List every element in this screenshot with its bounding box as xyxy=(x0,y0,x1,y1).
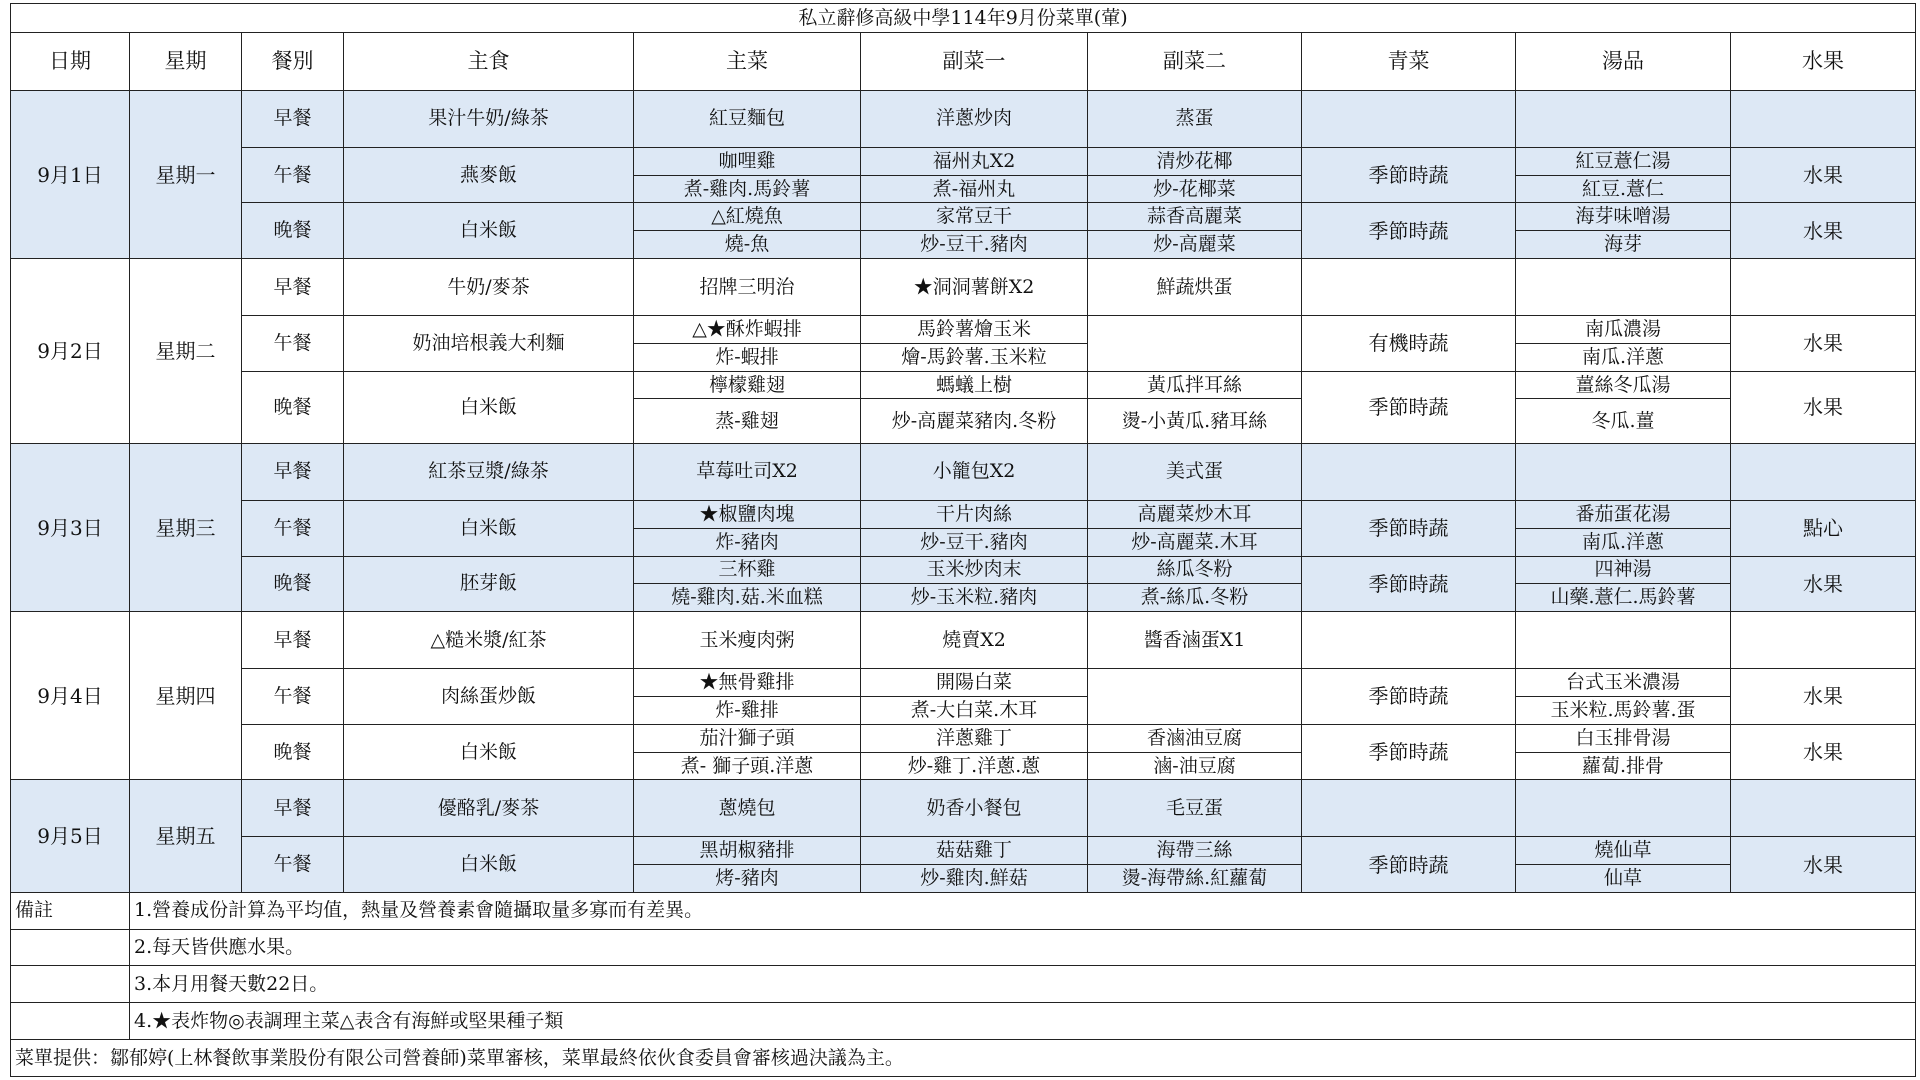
side-dish-2-detail: 燙-小黃瓜.豬耳絲 xyxy=(1088,399,1302,444)
vegetable-cell: 季節時蔬 xyxy=(1302,837,1516,893)
meal-label: 早餐 xyxy=(242,780,344,837)
vegetable-cell xyxy=(1302,444,1516,501)
main-dish-cell: 茄汁獅子頭 xyxy=(634,724,861,752)
main-dish-cell: 檸檬雞翅 xyxy=(634,371,861,399)
meal-label: 早餐 xyxy=(242,444,344,501)
main-dish-cell: 三杯雞 xyxy=(634,556,861,584)
main-dish-detail: 烤-豬肉 xyxy=(634,865,861,893)
side-dish-2-cell xyxy=(1088,669,1302,725)
date-cell: 9月5日 xyxy=(11,780,130,893)
side-dish-2-cell: 高麗菜炒木耳 xyxy=(1088,500,1302,528)
side-dish-2-cell: 蒸蛋 xyxy=(1088,90,1302,147)
side-dish-2-cell: 醬香滷蛋X1 xyxy=(1088,612,1302,669)
soup-cell: 南瓜濃湯 xyxy=(1516,315,1731,343)
header-vegetable: 青菜 xyxy=(1302,32,1516,90)
meal-label: 午餐 xyxy=(242,147,344,203)
staple-cell: 白米飯 xyxy=(344,203,634,259)
main-dish-detail: 燒-雞肉.菇.米血糕 xyxy=(634,584,861,612)
soup-cell xyxy=(1516,259,1731,316)
header-weekday: 星期 xyxy=(130,32,242,90)
soup-cell xyxy=(1516,444,1731,501)
staple-cell: 白米飯 xyxy=(344,837,634,893)
side-dish-1-cell: 開陽白菜 xyxy=(861,669,1088,697)
main-dish-detail: 炸-蝦排 xyxy=(634,343,861,371)
side-dish-1-cell: 馬鈴薯燴玉米 xyxy=(861,315,1088,343)
meal-label: 午餐 xyxy=(242,500,344,556)
soup-detail: 冬瓜.薑 xyxy=(1516,399,1731,444)
main-dish-cell: 紅豆麵包 xyxy=(634,90,861,147)
weekday-cell: 星期一 xyxy=(130,90,242,258)
vegetable-cell: 季節時蔬 xyxy=(1302,371,1516,443)
main-dish-detail: 燒-魚 xyxy=(634,231,861,259)
side-dish-1-cell: 干片肉絲 xyxy=(861,500,1088,528)
meal-label: 午餐 xyxy=(242,837,344,893)
soup-cell: 薑絲冬瓜湯 xyxy=(1516,371,1731,399)
fruit-cell: 水果 xyxy=(1731,203,1916,259)
main-dish-cell: △紅燒魚 xyxy=(634,203,861,231)
side-dish-1-detail: 炒-雞肉.鮮菇 xyxy=(861,865,1088,893)
soup-cell: 紅豆薏仁湯 xyxy=(1516,147,1731,175)
vegetable-cell xyxy=(1302,612,1516,669)
side-dish-1-cell: 玉米炒肉末 xyxy=(861,556,1088,584)
side-dish-1-cell: 奶香小餐包 xyxy=(861,780,1088,837)
side-dish-2-cell: 絲瓜冬粉 xyxy=(1088,556,1302,584)
fruit-cell: 水果 xyxy=(1731,837,1916,893)
side-dish-2-cell: 海帶三絲 xyxy=(1088,837,1302,865)
fruit-cell xyxy=(1731,90,1916,147)
side-dish-1-cell: 燒賣X2 xyxy=(861,612,1088,669)
staple-cell: 白米飯 xyxy=(344,724,634,780)
weekday-cell: 星期三 xyxy=(130,444,242,612)
main-dish-detail: 炸-豬肉 xyxy=(634,528,861,556)
side-dish-1-detail: 煮-大白菜.木耳 xyxy=(861,696,1088,724)
soup-detail: 山藥.薏仁.馬鈴薯 xyxy=(1516,584,1731,612)
fruit-cell: 水果 xyxy=(1731,371,1916,443)
menu-footer: 菜單提供：鄒郁婷(上林餐飲事業股份有限公司營養師)菜單審核，菜單最終依伙食委員會審核過決議為主。 xyxy=(11,1039,1916,1076)
header-fruit: 水果 xyxy=(1731,32,1916,90)
menu-title: 私立辭修高級中學114年9月份菜單(葷) xyxy=(11,4,1916,33)
vegetable-cell: 季節時蔬 xyxy=(1302,669,1516,725)
fruit-cell: 水果 xyxy=(1731,724,1916,780)
main-dish-detail: 煮- 獅子頭.洋蔥 xyxy=(634,752,861,780)
staple-cell: 肉絲蛋炒飯 xyxy=(344,669,634,725)
side-dish-2-cell: 黃瓜拌耳絲 xyxy=(1088,371,1302,399)
main-dish-cell: 草莓吐司X2 xyxy=(634,444,861,501)
fruit-cell xyxy=(1731,259,1916,316)
meal-label: 晚餐 xyxy=(242,371,344,443)
soup-detail: 玉米粒.馬鈴薯.蛋 xyxy=(1516,696,1731,724)
main-dish-detail: 炸-雞排 xyxy=(634,696,861,724)
header-soup: 湯品 xyxy=(1516,32,1731,90)
meal-label: 午餐 xyxy=(242,669,344,725)
notes-label-spacer xyxy=(11,1003,130,1040)
side-dish-2-cell: 清炒花椰 xyxy=(1088,147,1302,175)
weekday-cell: 星期二 xyxy=(130,259,242,444)
date-cell: 9月1日 xyxy=(11,90,130,258)
side-dish-2-detail: 炒-高麗菜.木耳 xyxy=(1088,528,1302,556)
main-dish-cell: 玉米瘦肉粥 xyxy=(634,612,861,669)
vegetable-cell: 季節時蔬 xyxy=(1302,147,1516,203)
fruit-cell xyxy=(1731,444,1916,501)
staple-cell: 胚芽飯 xyxy=(344,556,634,612)
meal-label: 晚餐 xyxy=(242,203,344,259)
soup-cell: 白玉排骨湯 xyxy=(1516,724,1731,752)
notes-label: 備註 xyxy=(11,892,130,929)
side-dish-1-detail: 炒-豆干.豬肉 xyxy=(861,528,1088,556)
staple-cell: 奶油培根義大利麵 xyxy=(344,315,634,371)
side-dish-1-cell: 洋蔥雞丁 xyxy=(861,724,1088,752)
header-side-dish-2: 副菜二 xyxy=(1088,32,1302,90)
vegetable-cell xyxy=(1302,780,1516,837)
weekday-cell: 星期五 xyxy=(130,780,242,893)
fruit-cell xyxy=(1731,612,1916,669)
soup-cell: 台式玉米濃湯 xyxy=(1516,669,1731,697)
header-staple: 主食 xyxy=(344,32,634,90)
soup-cell xyxy=(1516,90,1731,147)
vegetable-cell xyxy=(1302,90,1516,147)
main-dish-detail: 煮-雞肉.馬鈴薯 xyxy=(634,175,861,203)
soup-cell xyxy=(1516,780,1731,837)
fruit-cell: 水果 xyxy=(1731,556,1916,612)
main-dish-cell: 蔥燒包 xyxy=(634,780,861,837)
side-dish-2-cell xyxy=(1088,315,1302,371)
vegetable-cell xyxy=(1302,259,1516,316)
staple-cell: 燕麥飯 xyxy=(344,147,634,203)
note-item: 1.營養成份計算為平均值，熱量及營養素會隨攝取量多寡而有差異。 xyxy=(130,892,1916,929)
fruit-cell: 點心 xyxy=(1731,500,1916,556)
menu-table xyxy=(10,3,1916,1077)
side-dish-1-cell: ★洞洞薯餅X2 xyxy=(861,259,1088,316)
side-dish-1-detail: 炒-高麗菜豬肉.冬粉 xyxy=(861,399,1088,444)
staple-cell: 白米飯 xyxy=(344,371,634,443)
soup-detail: 南瓜.洋蔥 xyxy=(1516,343,1731,371)
soup-cell: 燒仙草 xyxy=(1516,837,1731,865)
meal-label: 午餐 xyxy=(242,315,344,371)
fruit-cell: 水果 xyxy=(1731,147,1916,203)
header-main-dish: 主菜 xyxy=(634,32,861,90)
side-dish-1-cell: 福州丸X2 xyxy=(861,147,1088,175)
main-dish-cell: 招牌三明治 xyxy=(634,259,861,316)
date-cell: 9月3日 xyxy=(11,444,130,612)
vegetable-cell: 季節時蔬 xyxy=(1302,203,1516,259)
side-dish-1-cell: 家常豆干 xyxy=(861,203,1088,231)
main-dish-cell: 黑胡椒豬排 xyxy=(634,837,861,865)
vegetable-cell: 有機時蔬 xyxy=(1302,315,1516,371)
weekday-cell: 星期四 xyxy=(130,612,242,780)
main-dish-cell: ★無骨雞排 xyxy=(634,669,861,697)
header-meal: 餐別 xyxy=(242,32,344,90)
main-dish-detail: 蒸-雞翅 xyxy=(634,399,861,444)
main-dish-cell: ★椒鹽肉塊 xyxy=(634,500,861,528)
side-dish-1-cell: 菇菇雞丁 xyxy=(861,837,1088,865)
fruit-cell: 水果 xyxy=(1731,669,1916,725)
side-dish-2-cell: 蒜香高麗菜 xyxy=(1088,203,1302,231)
vegetable-cell: 季節時蔬 xyxy=(1302,500,1516,556)
side-dish-2-detail: 滷-油豆腐 xyxy=(1088,752,1302,780)
staple-cell: 白米飯 xyxy=(344,500,634,556)
soup-detail: 仙草 xyxy=(1516,865,1731,893)
soup-detail: 海芽 xyxy=(1516,231,1731,259)
fruit-cell: 水果 xyxy=(1731,315,1916,371)
side-dish-1-detail: 炒-雞丁.洋蔥.蔥 xyxy=(861,752,1088,780)
meal-label: 早餐 xyxy=(242,259,344,316)
vegetable-cell: 季節時蔬 xyxy=(1302,724,1516,780)
side-dish-2-detail: 燙-海帶絲.紅蘿蔔 xyxy=(1088,865,1302,893)
side-dish-1-detail: 煮-福州丸 xyxy=(861,175,1088,203)
meal-label: 早餐 xyxy=(242,612,344,669)
soup-detail: 蘿蔔.排骨 xyxy=(1516,752,1731,780)
side-dish-2-cell: 毛豆蛋 xyxy=(1088,780,1302,837)
soup-cell: 四神湯 xyxy=(1516,556,1731,584)
staple-cell: 優酪乳/麥茶 xyxy=(344,780,634,837)
soup-detail: 南瓜.洋蔥 xyxy=(1516,528,1731,556)
meal-label: 晚餐 xyxy=(242,556,344,612)
staple-cell: 牛奶/麥茶 xyxy=(344,259,634,316)
side-dish-2-detail: 煮-絲瓜.冬粉 xyxy=(1088,584,1302,612)
meal-label: 早餐 xyxy=(242,90,344,147)
notes-label-spacer xyxy=(11,966,130,1003)
staple-cell: △糙米漿/紅茶 xyxy=(344,612,634,669)
header-side-dish-1: 副菜一 xyxy=(861,32,1088,90)
side-dish-2-cell: 鮮蔬烘蛋 xyxy=(1088,259,1302,316)
soup-detail: 紅豆.薏仁 xyxy=(1516,175,1731,203)
date-cell: 9月4日 xyxy=(11,612,130,780)
side-dish-1-cell: 洋蔥炒肉 xyxy=(861,90,1088,147)
vegetable-cell: 季節時蔬 xyxy=(1302,556,1516,612)
soup-cell: 番茄蛋花湯 xyxy=(1516,500,1731,528)
side-dish-1-cell: 小籠包X2 xyxy=(861,444,1088,501)
header-date: 日期 xyxy=(11,32,130,90)
side-dish-2-detail: 炒-花椰菜 xyxy=(1088,175,1302,203)
side-dish-1-detail: 炒-豆干.豬肉 xyxy=(861,231,1088,259)
soup-cell: 海芽味噌湯 xyxy=(1516,203,1731,231)
side-dish-2-cell: 美式蛋 xyxy=(1088,444,1302,501)
staple-cell: 紅茶豆漿/綠茶 xyxy=(344,444,634,501)
main-dish-cell: △★酥炸蝦排 xyxy=(634,315,861,343)
date-cell: 9月2日 xyxy=(11,259,130,444)
side-dish-1-cell: 螞蟻上樹 xyxy=(861,371,1088,399)
note-item: 2.每天皆供應水果。 xyxy=(130,929,1916,966)
staple-cell: 果汁牛奶/綠茶 xyxy=(344,90,634,147)
fruit-cell xyxy=(1731,780,1916,837)
note-item: 3.本月用餐天數22日。 xyxy=(130,966,1916,1003)
main-dish-cell: 咖哩雞 xyxy=(634,147,861,175)
soup-cell xyxy=(1516,612,1731,669)
side-dish-1-detail: 炒-玉米粒.豬肉 xyxy=(861,584,1088,612)
meal-label: 晚餐 xyxy=(242,724,344,780)
side-dish-2-detail: 炒-高麗菜 xyxy=(1088,231,1302,259)
notes-label-spacer xyxy=(11,929,130,966)
side-dish-2-cell: 香滷油豆腐 xyxy=(1088,724,1302,752)
side-dish-1-detail: 燴-馬鈴薯.玉米粒 xyxy=(861,343,1088,371)
note-item: 4.★表炸物◎表調理主菜△表含有海鮮或堅果種子類 xyxy=(130,1003,1916,1040)
